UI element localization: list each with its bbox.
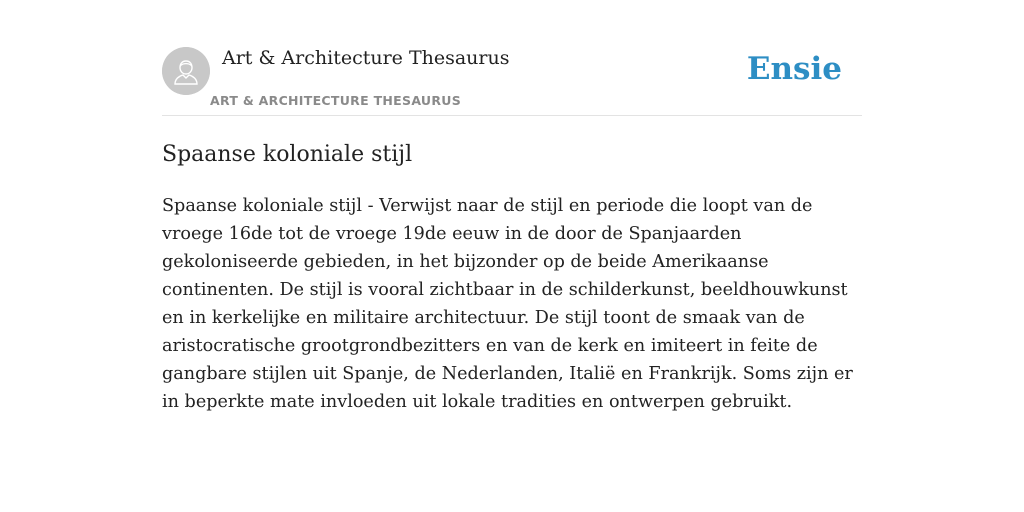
source-label[interactable]: ART & ARCHITECTURE THESAURUS: [210, 93, 462, 108]
user-icon: [162, 47, 210, 95]
author-name[interactable]: Art & Architecture Thesaurus: [222, 47, 510, 69]
entry-header: [162, 0, 862, 116]
author-avatar[interactable]: [162, 47, 210, 95]
entry-definition: Spaanse koloniale stijl - Verwijst naar de stijl en periode die loopt van de vroege 16de tot de vroege 19de eeuw in de door de Spanjaarden gekoloniseerde gebieden, in het bijzonder op de beide Amerikaanse continenten. De stijl is vooral zichtbaar in de schilderkunst, beeldhouwkunst en in kerkelijke en militaire architectuur. De stijl toont de smaak van de aristocratische grootgrondbezitters en van de kerk en imiteert in feite de gangbare stijlen uit Spanje, de Nederlanden, Italië en Frankrijk. Soms zijn er in beperkte mate invloeden uit lokale tradities en ontwerpen gebruikt.: [162, 196, 853, 412]
entry-title: Spaanse koloniale stijl: [162, 142, 413, 167]
ensie-logo[interactable]: Ensie: [746, 51, 842, 87]
entry-page: [162, 0, 862, 512]
